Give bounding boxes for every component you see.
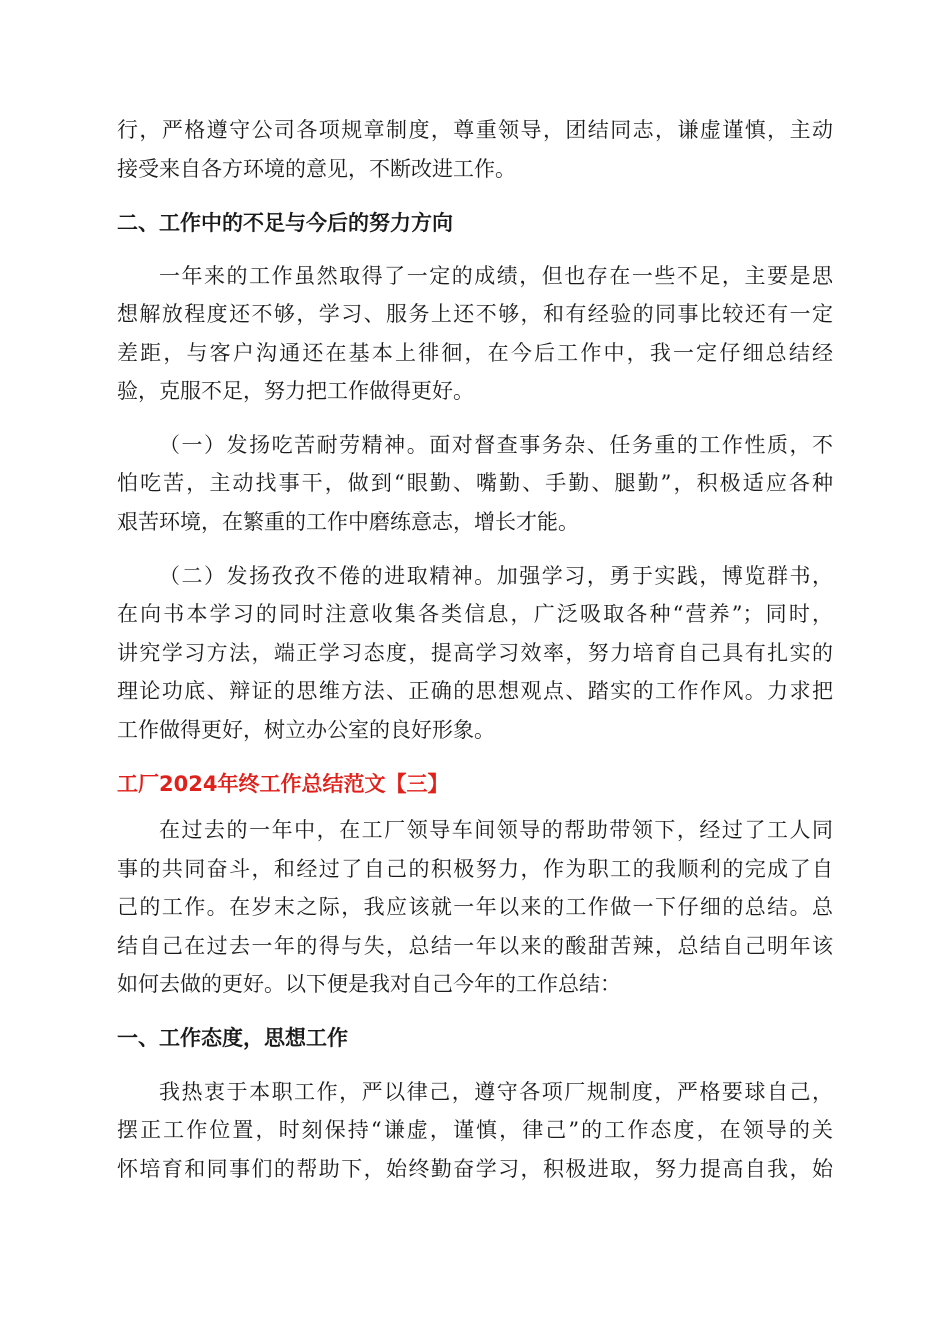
paragraph-line: 差距，与客户沟通还在基本上徘徊，在今后工作中，我一定仔细总结经 [117, 341, 833, 365]
paragraph-line: 一年来的工作虽然取得了一定的成绩，但也存在一些不足，主要是思 [159, 264, 833, 288]
paragraph-line: 行，严格遵守公司各项规章制度，尊重领导，团结同志，谦虚谨慎，主动 [117, 118, 833, 142]
paragraph-line: 想解放程度还不够，学习、服务上还不够，和有经验的同事比较还有一定 [117, 302, 833, 326]
section-heading: 二、工作中的不足与今后的努力方向 [117, 211, 453, 235]
paragraph-line: （二）发扬孜孜不倦的进取精神。加强学习，勇于实践，博览群书， [159, 564, 833, 588]
paragraph-line: 艰苦环境，在繁重的工作中磨练意志，增长才能。 [117, 510, 579, 534]
paragraph-line: 怕吃苦，主动找事干，做到“眼勤、嘴勤、手勤、腿勤”，积极适应各种 [117, 471, 833, 495]
paragraph-line: 验，克服不足，努力把工作做得更好。 [117, 379, 474, 403]
paragraph-line: 在向书本学习的同时注意收集各类信息，广泛吸取各种“营养”；同时， [117, 602, 833, 626]
paragraph-line: 事的共同奋斗，和经过了自己的积极努力，作为职工的我顺利的完成了自 [117, 857, 833, 881]
paragraph-line: 在过去的一年中，在工厂领导车间领导的帮助带领下，经过了工人同 [159, 818, 833, 842]
paragraph-line: 怀培育和同事们的帮助下，始终勤奋学习，积极进取，努力提高自我，始 [117, 1157, 833, 1181]
paragraph-line: 己的工作。在岁末之际，我应该就一年以来的工作做一下仔细的总结。总 [117, 895, 833, 919]
paragraph-line: 讲究学习方法，端正学习态度，提高学习效率，努力培育自己具有扎实的 [117, 641, 833, 665]
section-heading: 一、工作态度，思想工作 [117, 1026, 348, 1050]
paragraph-line: 工作做得更好，树立办公室的良好形象。 [117, 718, 495, 742]
paragraph-line: 摆正工作位置，时刻保持“谦虚，谨慎，律己”的工作态度，在领导的关 [117, 1118, 833, 1142]
paragraph-line: 我热衷于本职工作，严以律己，遵守各项厂规制度，严格要球自己， [159, 1080, 833, 1104]
article-section-title: 工厂2024年终工作总结范文【三】 [117, 772, 449, 796]
paragraph-line: 结自己在过去一年的得与失，总结一年以来的酸甜苦辣，总结自己明年该 [117, 934, 833, 958]
paragraph-line: 如何去做的更好。以下便是我对自己今年的工作总结： [117, 972, 621, 996]
paragraph-line: 理论功底、辩证的思维方法、正确的思想观点、踏实的工作作风。力求把 [117, 679, 833, 703]
paragraph-line: 接受来自各方环境的意见，不断改进工作。 [117, 157, 516, 181]
paragraph-line: （一）发扬吃苦耐劳精神。面对督查事务杂、任务重的工作性质，不 [159, 433, 833, 457]
